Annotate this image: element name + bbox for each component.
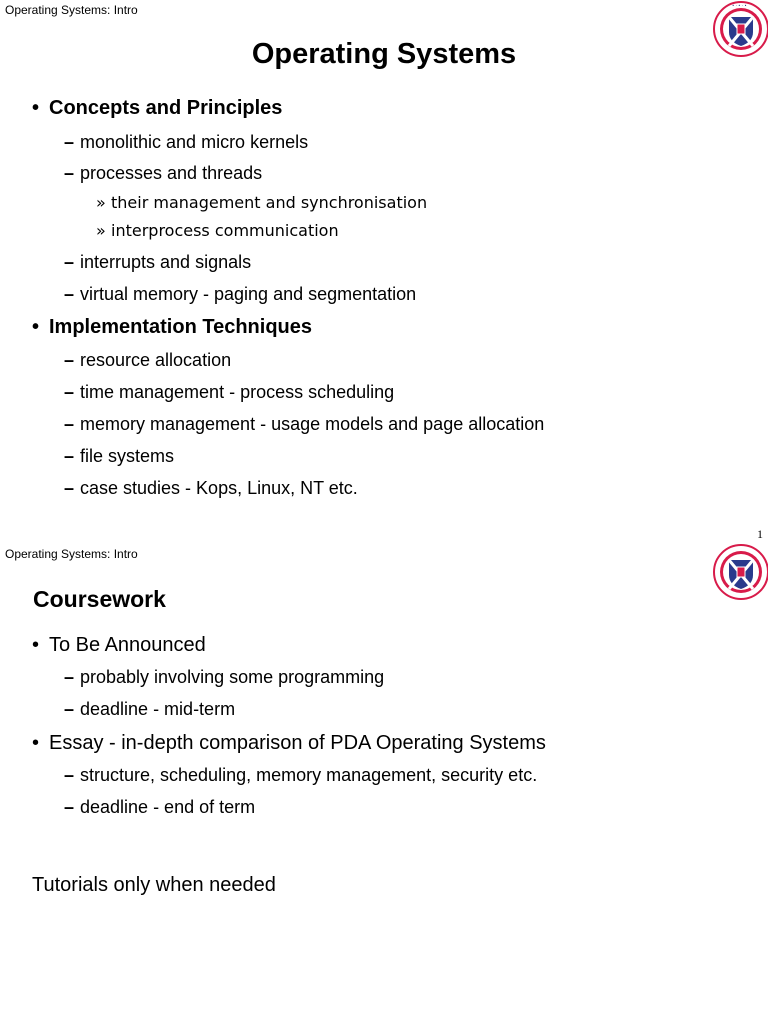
bullet-marker: •	[32, 732, 40, 754]
sub-bullet-text: virtual memory - paging and segmentation	[80, 284, 417, 304]
sub-bullet	[64, 252, 251, 273]
sub-bullet	[64, 699, 235, 720]
sub-bullet-text: resource allocation	[80, 350, 232, 370]
sub-bullet	[64, 667, 384, 688]
sub-bullet-text: monolithic and micro kernels	[80, 132, 309, 152]
sub-bullet	[64, 797, 255, 818]
dash-marker: –	[64, 163, 75, 183]
slide-header: Operating Systems: Intro	[5, 3, 138, 17]
bullet-marker: •	[32, 316, 40, 338]
sub-sub-bullet	[96, 221, 339, 240]
slide-title: Coursework	[33, 586, 166, 612]
bullet-to-be-announced	[32, 634, 206, 657]
slide-header: Operating Systems: Intro	[5, 547, 138, 561]
dash-marker: –	[64, 765, 75, 785]
sub-bullet-text: memory management - usage models and page allocation	[80, 414, 545, 434]
bullet-label: Essay - in-depth comparison of PDA Operating Systems	[49, 732, 546, 754]
guillemet-marker: »	[96, 193, 106, 212]
svg-text:• ‧ • ‧ •: • ‧ • ‧ •	[732, 3, 747, 8]
bullet-marker: •	[32, 634, 40, 656]
dash-marker: –	[64, 699, 75, 719]
sub-bullet	[64, 163, 262, 184]
bullet-label: Implementation Techniques	[49, 316, 312, 338]
dash-marker: –	[64, 284, 75, 304]
dash-marker: –	[64, 252, 75, 272]
bullet-concepts-and-principles	[32, 97, 282, 120]
page-number: 1	[757, 527, 763, 541]
sub-bullet-text: probably involving some programming	[80, 667, 385, 687]
sub-bullet-text: structure, scheduling, memory management, security etc.	[80, 765, 538, 785]
dash-marker: –	[64, 350, 75, 370]
sub-sub-bullet	[96, 193, 427, 212]
dash-marker: –	[64, 446, 75, 466]
sub-bullet	[64, 284, 416, 305]
guillemet-marker: »	[96, 221, 106, 240]
sub-bullet-text: deadline - mid-term	[80, 699, 236, 719]
bullet-marker: •	[32, 97, 40, 119]
sub-bullet	[64, 446, 174, 467]
sub-bullet-text: deadline - end of term	[80, 797, 256, 817]
sub-bullet-text: file systems	[80, 446, 175, 466]
sub-bullet	[64, 382, 394, 403]
dash-marker: –	[64, 667, 75, 687]
dash-marker: –	[64, 382, 75, 402]
sub-bullet-text: interrupts and signals	[80, 252, 252, 272]
sub-sub-bullet-text: their management and synchronisation	[111, 193, 428, 212]
dash-marker: –	[64, 414, 75, 434]
sub-bullet-text: processes and threads	[80, 163, 263, 183]
university-crest-icon	[712, 543, 768, 601]
sub-bullet	[64, 350, 231, 371]
dash-marker: –	[64, 132, 75, 152]
bullet-label: Concepts and Principles	[49, 97, 283, 119]
bullet-implementation-techniques	[32, 316, 312, 339]
bullet-essay	[32, 732, 546, 755]
sub-sub-bullet-text: interprocess communication	[111, 221, 339, 240]
sub-bullet	[64, 765, 537, 786]
bullet-label: To Be Announced	[49, 634, 206, 656]
tutorials-note: Tutorials only when needed	[32, 874, 276, 896]
sub-bullet	[64, 478, 358, 499]
dash-marker: –	[64, 478, 75, 498]
sub-bullet	[64, 414, 544, 435]
sub-bullet-text: time management - process scheduling	[80, 382, 395, 402]
sub-bullet-text: case studies - Kops, Linux, NT etc.	[80, 478, 358, 498]
slide-title: Operating Systems	[251, 38, 517, 70]
dash-marker: –	[64, 797, 75, 817]
sub-bullet	[64, 132, 308, 153]
